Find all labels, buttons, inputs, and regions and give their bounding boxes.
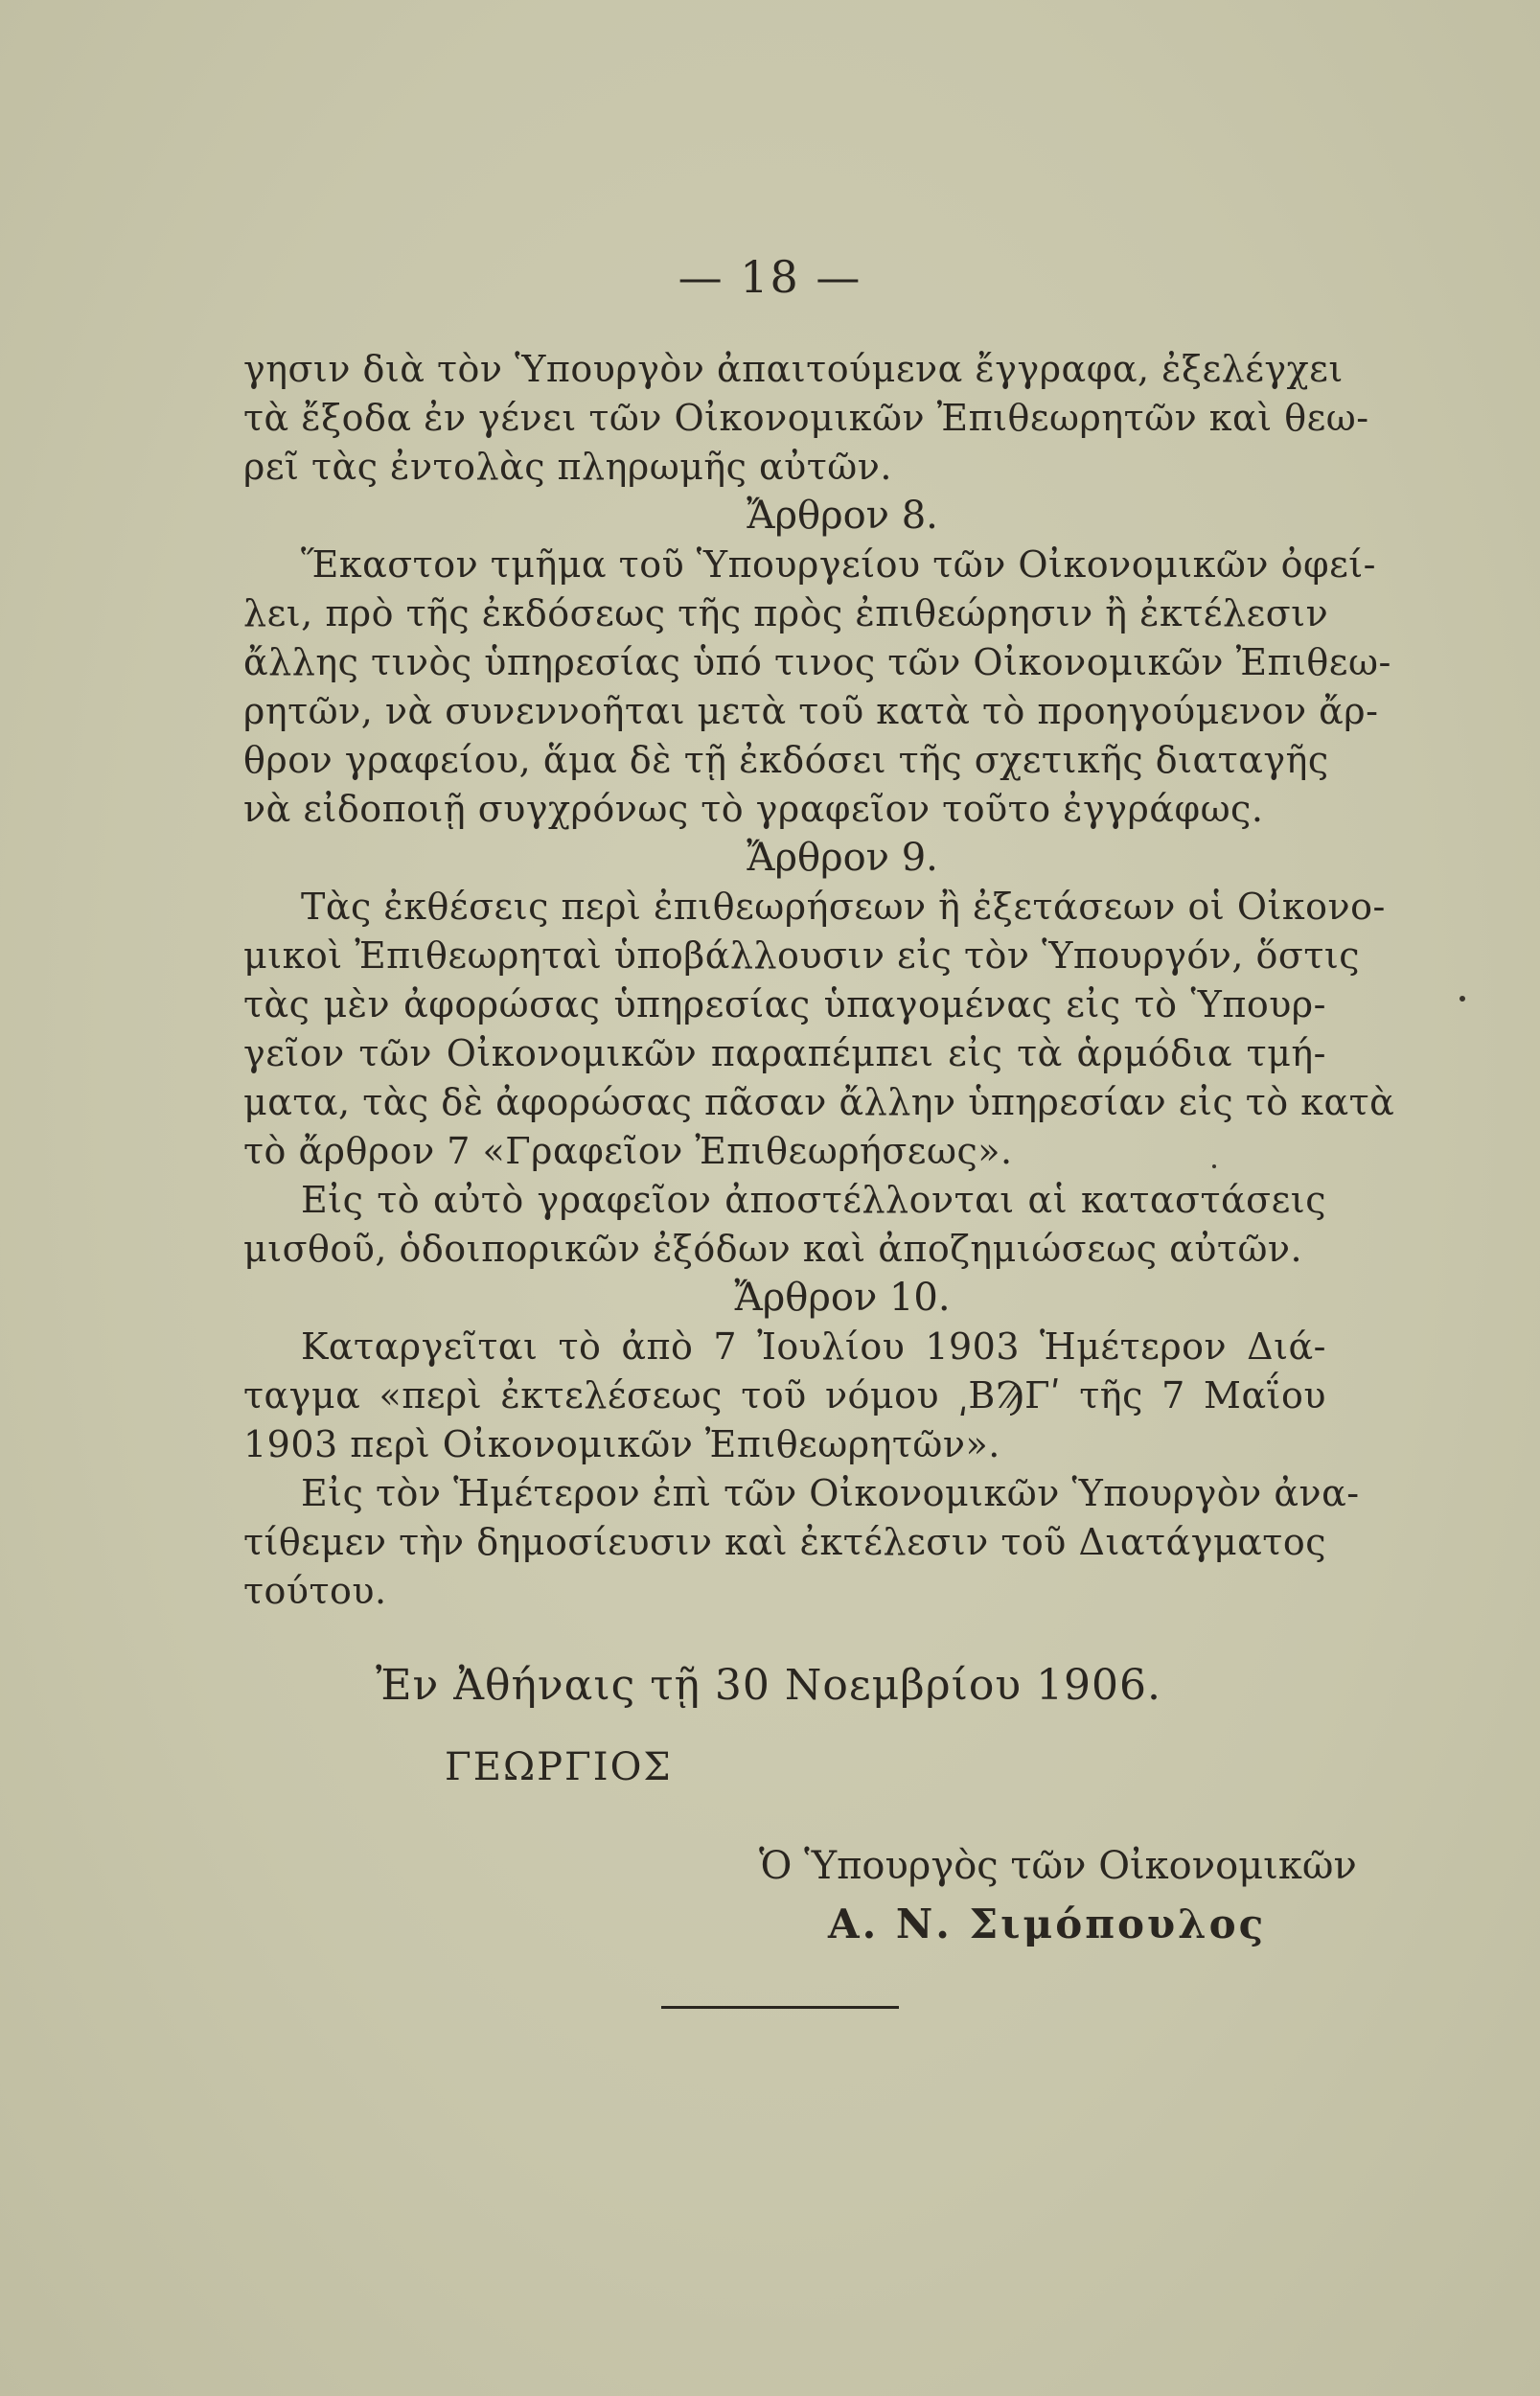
article-heading: Ἄρθρον 9.: [747, 836, 938, 880]
text-line: μικοὶ Ἐπιθεωρηταὶ ὑποβάλλουσιν εἰς τὸν Ὑπουργόν, ὅστις: [243, 934, 1361, 977]
paper-speck: [1460, 996, 1465, 1002]
text-line: λει, πρὸ τῆς ἐκδόσεως τῆς πρὸς ἐπιθεώρησιν ἢ ἐκτέλεσιν: [243, 592, 1329, 634]
date-line: Ἐν Ἀθήναις τῇ 30 Νοεμβρίου 1906.: [376, 1661, 1162, 1710]
text-line: θρον γραφείου, ἅμα δὲ τῇ ἐκδόσει τῆς σχετικῆς διαταγῆς: [243, 739, 1329, 781]
text-line: τὰς μὲν ἀφορώσας ὑπηρεσίας ὑπαγομένας εἰς τὸ Ὑπουρ-: [243, 983, 1326, 1025]
text-line: ματα, τὰς δὲ ἀφορώσας πᾶσαν ἄλλην ὑπηρεσίαν εἰς τὸ κατὰ: [243, 1081, 1395, 1123]
text-line: τὰ ἔξοδα ἐν γένει τῶν Οἰκονομικῶν Ἐπιθεωρητῶν καὶ θεω-: [243, 397, 1369, 439]
text-line: ἄλλης τινὸς ὑπηρεσίας ὑπό τινος τῶν Οἰκονομικῶν Ἐπιθεω-: [243, 641, 1391, 683]
text-line: γεῖον τῶν Οἰκονομικῶν παραπέμπει εἰς τὰ ἁρμόδια τμή-: [243, 1032, 1326, 1074]
text-line: Ἕκαστον τμῆμα τοῦ Ὑπουργείου τῶν Οἰκονομικῶν ὀφεί-: [301, 543, 1376, 586]
minister-title: Ὁ Ὑπουργὸς τῶν Οἰκονομικῶν: [759, 1844, 1357, 1888]
text-line: Καταργεῖται τὸ ἀπὸ 7 Ἰουλίου 1903 Ἡμέτερον Διά-: [301, 1325, 1326, 1368]
text-line: τὸ ἄρθρον 7 «Γραφεῖον Ἐπιθεωρήσεως».: [243, 1130, 1013, 1172]
text-line: 1903 περὶ Οἰκονομικῶν Ἐπιθεωρητῶν».: [243, 1423, 1000, 1465]
text-line: ρεῖ τὰς ἐντολὰς πληρωμῆς αὐτῶν.: [243, 446, 892, 488]
article-heading: Ἄρθρον 10.: [734, 1276, 951, 1320]
closing-rule: [661, 2006, 899, 2009]
king-signature: ΓΕΩΡΓΙΟΣ: [445, 1745, 673, 1789]
text-line: Εἰς τὸν Ἡμέτερον ἐπὶ τῶν Οἰκονομικῶν Ὑπουργὸν ἀνα-: [301, 1472, 1360, 1514]
text-line: μισθοῦ, ὁδοιπορικῶν ἐξόδων καὶ ἀποζημιώσεως αὐτῶν.: [243, 1228, 1303, 1270]
text-line: Εἰς τὸ αὐτὸ γραφεῖον ἀποστέλλονται αἱ καταστάσεις: [301, 1179, 1326, 1221]
text-line: γησιν διὰ τὸν Ὑπουργὸν ἀπαιτούμενα ἔγγραφα, ἐξελέγχει: [243, 348, 1344, 390]
page-number: — 18 —: [678, 251, 862, 303]
text-line: Τὰς ἐκθέσεις περὶ ἐπιθεωρήσεων ἢ ἐξετάσεων οἱ Οἰκονο-: [301, 886, 1386, 928]
paper-speck: [1212, 1164, 1216, 1168]
text-line: τίθεμεν τὴν δημοσίευσιν καὶ ἐκτέλεσιν τοῦ Διατάγματος: [243, 1521, 1326, 1563]
minister-name: Α. Ν. Σιμόπουλος: [828, 1901, 1267, 1947]
article-heading: Ἄρθρον 8.: [747, 494, 938, 538]
body-text: [243, 345, 1395, 1616]
text-line: ταγμα «περὶ ἐκτελέσεως τοῦ νόμου ͵ΒϠΓʹ τῆς 7 Μαΐου: [243, 1374, 1326, 1417]
text-line: ρητῶν, νὰ συνεννοῆται μετὰ τοῦ κατὰ τὸ προηγούμενον ἄρ-: [243, 690, 1379, 732]
text-line: τούτου.: [243, 1570, 387, 1612]
text-line: νὰ εἰδοποιῇ συγχρόνως τὸ γραφεῖον τοῦτο ἐγγράφως.: [243, 788, 1264, 830]
